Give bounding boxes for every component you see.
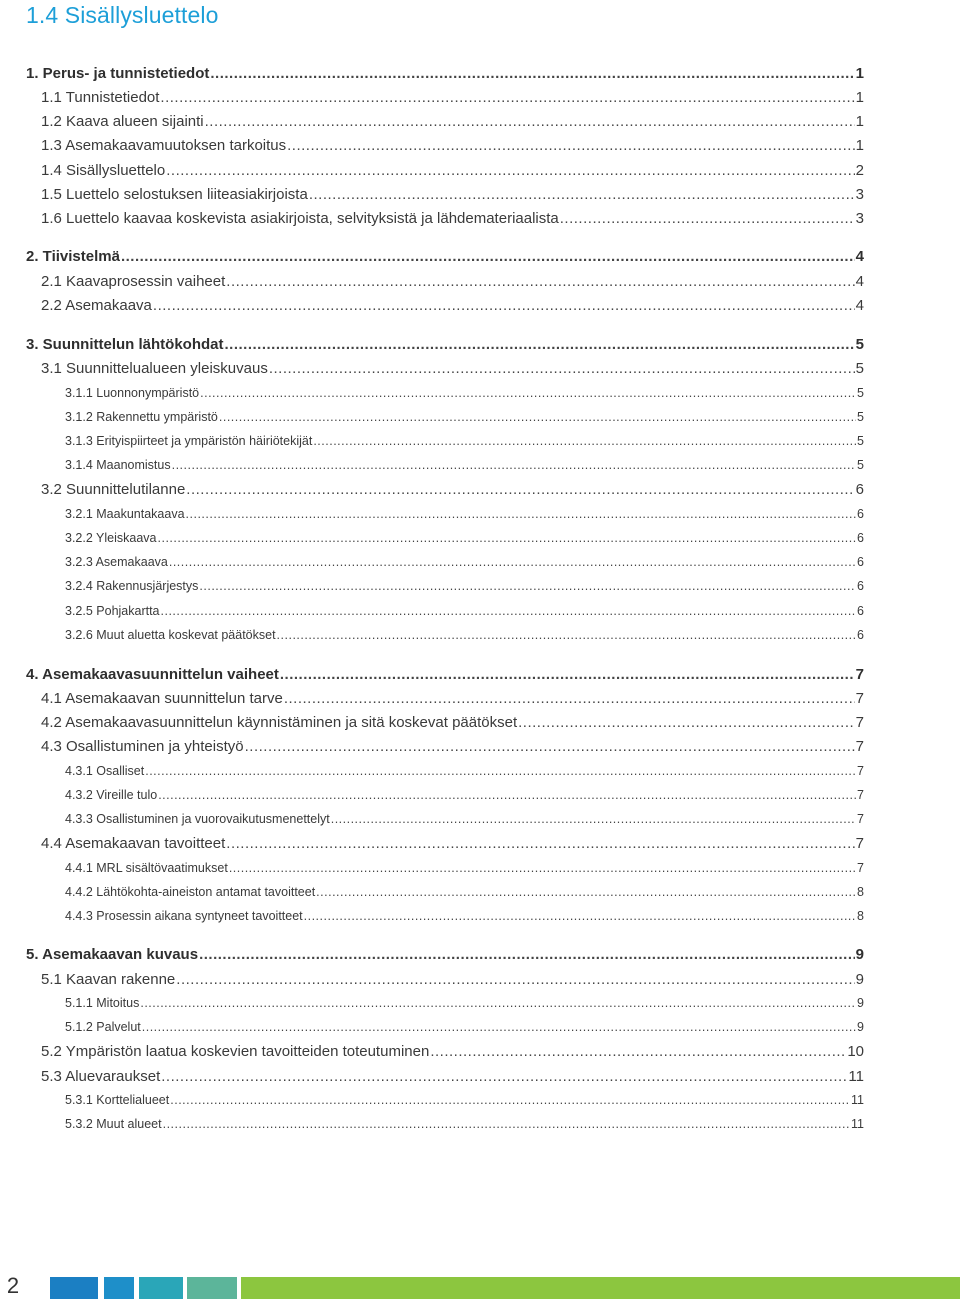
toc-entry-label: 5.3.1 Korttelialueet bbox=[65, 1093, 170, 1108]
toc-leader-dots bbox=[166, 163, 854, 178]
toc-entry-page: 4 bbox=[855, 247, 864, 265]
toc-entry-label: 5.2 Ympäristön laatua koskevien tavoitteiden toteutuminen bbox=[41, 1042, 430, 1060]
toc-entry bbox=[65, 1118, 864, 1131]
toc-leader-dots bbox=[284, 691, 855, 706]
toc-leader-dots bbox=[199, 947, 855, 962]
toc-entry-page: 10 bbox=[847, 1042, 864, 1060]
toc-entry-label: 3.2.6 Muut aluetta koskevat päätökset bbox=[65, 628, 276, 643]
toc-entry-label: 1.6 Luettelo kaavaa koskevista asiakirjoista, selvityksistä ja lähdemateriaalista bbox=[41, 209, 559, 227]
toc-entry bbox=[26, 947, 864, 962]
toc-entry bbox=[41, 90, 864, 105]
toc-leader-dots bbox=[200, 387, 856, 400]
toc-entry bbox=[65, 459, 864, 472]
toc-leader-dots bbox=[331, 813, 856, 826]
toc-entry bbox=[65, 886, 864, 899]
toc-entry-page: 7 bbox=[855, 713, 864, 731]
toc-entry-page: 11 bbox=[851, 1117, 864, 1132]
toc-entry-label: 2.2 Asemakaava bbox=[41, 296, 152, 314]
toc-entry bbox=[65, 1021, 864, 1034]
toc-entry-label: 1. Perus- ja tunnistetiedot bbox=[26, 64, 210, 82]
toc-leader-dots bbox=[226, 836, 854, 851]
toc-entry bbox=[41, 972, 864, 987]
toc-entry bbox=[41, 836, 864, 851]
toc-entry-page: 1 bbox=[855, 88, 864, 106]
toc-entry-page: 5 bbox=[855, 359, 864, 377]
toc-leader-dots bbox=[205, 114, 855, 129]
toc-entry bbox=[65, 508, 864, 521]
toc-entry-page: 6 bbox=[857, 628, 864, 643]
toc-entry-page: 11 bbox=[851, 1093, 864, 1108]
toc-entry bbox=[65, 1094, 864, 1107]
toc-entry-label: 5.3.2 Muut alueet bbox=[65, 1117, 162, 1132]
toc-leader-dots bbox=[161, 1069, 847, 1084]
toc-entry-page: 7 bbox=[857, 764, 864, 779]
toc-leader-dots bbox=[121, 249, 855, 264]
toc-entry bbox=[41, 114, 864, 129]
toc-entry-label: 3.2.3 Asemakaava bbox=[65, 555, 168, 570]
toc-leader-dots bbox=[140, 997, 856, 1010]
toc-entry bbox=[65, 532, 864, 545]
toc-leader-dots bbox=[158, 532, 857, 545]
toc-leader-dots bbox=[158, 789, 856, 802]
toc-entry-label: 4.2 Asemakaavasuunnittelun käynnistäminen ja sitä koskevat päätökset bbox=[41, 713, 518, 731]
toc-leader-dots bbox=[316, 886, 856, 899]
toc-entry-page: 6 bbox=[855, 480, 864, 498]
toc-entry-page: 9 bbox=[857, 1020, 864, 1035]
toc-entry-page: 5 bbox=[857, 410, 864, 425]
toc-entry bbox=[41, 361, 864, 376]
toc-leader-dots bbox=[245, 739, 855, 754]
toc-entry-label: 3.2.2 Yleiskaava bbox=[65, 531, 157, 546]
toc-entry-page: 6 bbox=[857, 604, 864, 619]
toc-leader-dots bbox=[280, 667, 855, 682]
toc-entry bbox=[65, 435, 864, 448]
toc-entry-page: 6 bbox=[857, 531, 864, 546]
toc-entry-label: 1.5 Luettelo selostuksen liiteasiakirjoista bbox=[41, 185, 308, 203]
toc-entry-page: 7 bbox=[855, 665, 864, 683]
footer-color-bar bbox=[50, 1277, 960, 1299]
toc-leader-dots bbox=[219, 411, 856, 424]
toc-entry-label: 5. Asemakaavan kuvaus bbox=[26, 945, 199, 963]
toc-leader-dots bbox=[269, 361, 855, 376]
toc-entry-page: 1 bbox=[855, 64, 864, 82]
toc-entry-page: 3 bbox=[855, 209, 864, 227]
toc-entry-page: 9 bbox=[855, 945, 864, 963]
toc-leader-dots bbox=[304, 910, 856, 923]
toc-entry bbox=[65, 789, 864, 802]
toc-leader-dots bbox=[287, 138, 855, 153]
toc-leader-dots bbox=[560, 211, 855, 226]
toc-entry-page: 7 bbox=[857, 812, 864, 827]
toc-entry bbox=[41, 274, 864, 289]
toc-entry-label: 1.4 Sisällysluettelo bbox=[41, 161, 166, 179]
toc-entry-page: 7 bbox=[855, 834, 864, 852]
toc-entry-label: 3. Suunnittelun lähtökohdat bbox=[26, 335, 224, 353]
toc-entry-label: 2. Tiivistelmä bbox=[26, 247, 120, 265]
toc-entry bbox=[41, 482, 864, 497]
toc-leader-dots bbox=[153, 298, 855, 313]
toc-entry-page: 5 bbox=[857, 458, 864, 473]
toc-entry bbox=[65, 910, 864, 923]
toc-entry-page: 5 bbox=[855, 335, 864, 353]
toc-entry-label: 5.1 Kaavan rakenne bbox=[41, 970, 176, 988]
footer-bar-segment bbox=[104, 1277, 134, 1299]
toc-entry-page: 5 bbox=[857, 386, 864, 401]
toc-leader-dots bbox=[142, 1021, 856, 1034]
toc-entry bbox=[65, 411, 864, 424]
toc-entry bbox=[65, 765, 864, 778]
toc-entry-label: 5.3 Aluevaraukset bbox=[41, 1067, 161, 1085]
toc-entry-page: 8 bbox=[857, 885, 864, 900]
toc-leader-dots bbox=[163, 1118, 850, 1131]
toc-entry bbox=[65, 580, 864, 593]
toc-leader-dots bbox=[145, 765, 856, 778]
toc-leader-dots bbox=[170, 1094, 850, 1107]
toc-entry-page: 8 bbox=[857, 909, 864, 924]
toc-entry bbox=[41, 138, 864, 153]
toc-leader-dots bbox=[210, 66, 854, 81]
toc-leader-dots bbox=[199, 580, 856, 593]
toc-entry-page: 9 bbox=[855, 970, 864, 988]
toc-entry-page: 11 bbox=[848, 1067, 864, 1085]
toc-entry bbox=[65, 605, 864, 618]
toc-entry bbox=[65, 813, 864, 826]
toc-entry-page: 5 bbox=[857, 434, 864, 449]
toc-entry-label: 3.2.5 Pohjakartta bbox=[65, 604, 160, 619]
toc-leader-dots bbox=[313, 435, 856, 448]
toc-leader-dots bbox=[225, 337, 855, 352]
toc-leader-dots bbox=[277, 629, 857, 642]
toc-leader-dots bbox=[226, 274, 854, 289]
toc-entry-label: 4.4 Asemakaavan tavoitteet bbox=[41, 834, 226, 852]
toc-entry-label: 4.3.1 Osalliset bbox=[65, 764, 145, 779]
toc-entry-label: 3.2.1 Maakuntakaava bbox=[65, 507, 185, 522]
toc-entry-label: 4.3.3 Osallistuminen ja vuorovaikutusmenettelyt bbox=[65, 812, 330, 827]
toc-entry bbox=[26, 337, 864, 352]
toc-leader-dots bbox=[176, 972, 854, 987]
toc-entry bbox=[41, 298, 864, 313]
toc-entry-label: 1.3 Asemakaavamuutoksen tarkoitus bbox=[41, 136, 287, 154]
toc-entry-page: 3 bbox=[855, 185, 864, 203]
toc-entry-label: 1.1 Tunnistetiedot bbox=[41, 88, 160, 106]
toc-entry-label: 5.1.2 Palvelut bbox=[65, 1020, 141, 1035]
toc-entry bbox=[65, 997, 864, 1010]
toc-leader-dots bbox=[309, 187, 855, 202]
toc-entry bbox=[65, 629, 864, 642]
toc-entry bbox=[41, 1044, 864, 1059]
toc-entry-label: 3.1.2 Rakennettu ympäristö bbox=[65, 410, 218, 425]
toc-entry-label: 3.1.3 Erityispiirteet ja ympäristön häiriötekijät bbox=[65, 434, 313, 449]
toc-entry bbox=[26, 249, 864, 264]
toc-entry bbox=[41, 739, 864, 754]
toc-entry-label: 3.2 Suunnittelutilanne bbox=[41, 480, 186, 498]
toc-entry-page: 6 bbox=[857, 579, 864, 594]
toc-entry-label: 2.1 Kaavaprosessin vaiheet bbox=[41, 272, 226, 290]
toc-entry bbox=[65, 387, 864, 400]
footer-bar-segment bbox=[139, 1277, 183, 1299]
toc-entry-label: 4.3.2 Vireille tulo bbox=[65, 788, 158, 803]
toc-entry-label: 4.4.3 Prosessin aikana syntyneet tavoitteet bbox=[65, 909, 303, 924]
footer-bar-segment bbox=[50, 1277, 98, 1299]
toc-entry bbox=[65, 556, 864, 569]
toc-entry bbox=[65, 862, 864, 875]
toc-entry bbox=[41, 163, 864, 178]
toc-entry bbox=[41, 691, 864, 706]
toc-entry-page: 9 bbox=[857, 996, 864, 1011]
toc-entry-page: 4 bbox=[855, 272, 864, 290]
footer-bar-segment bbox=[241, 1277, 960, 1299]
toc-leader-dots bbox=[518, 715, 855, 730]
toc-entry-label: 4.4.2 Lähtökohta-aineiston antamat tavoitteet bbox=[65, 885, 316, 900]
toc-entry-page: 7 bbox=[857, 861, 864, 876]
toc-entry bbox=[41, 715, 864, 730]
toc-leader-dots bbox=[169, 556, 856, 569]
toc-entry-page: 1 bbox=[855, 136, 864, 154]
page-title: 1.4 Sisällysluettelo bbox=[26, 2, 219, 28]
toc-entry-page: 2 bbox=[855, 161, 864, 179]
toc-entry-label: 3.1.1 Luonnonympäristö bbox=[65, 386, 200, 401]
toc-leader-dots bbox=[161, 605, 857, 618]
toc-leader-dots bbox=[186, 508, 857, 521]
toc-entry bbox=[26, 66, 864, 81]
toc-entry-label: 1.2 Kaava alueen sijainti bbox=[41, 112, 204, 130]
toc-entry-label: 3.1 Suunnittelualueen yleiskuvaus bbox=[41, 359, 268, 377]
toc-entry-page: 6 bbox=[857, 507, 864, 522]
toc-entry-page: 7 bbox=[857, 788, 864, 803]
toc-entry-label: 3.1.4 Maanomistus bbox=[65, 458, 171, 473]
toc-leader-dots bbox=[229, 862, 856, 875]
toc-entry-label: 4.3 Osallistuminen ja yhteistyö bbox=[41, 737, 244, 755]
toc-leader-dots bbox=[160, 90, 854, 105]
toc-entry bbox=[41, 1069, 864, 1084]
toc-entry-page: 7 bbox=[855, 737, 864, 755]
toc-entry-page: 6 bbox=[857, 555, 864, 570]
toc-entry-label: 4. Asemakaavasuunnittelun vaiheet bbox=[26, 665, 279, 683]
toc-entry bbox=[26, 667, 864, 682]
toc-entry-page: 7 bbox=[855, 689, 864, 707]
footer-bar-segment bbox=[187, 1277, 237, 1299]
toc-entry-label: 4.4.1 MRL sisältövaatimukset bbox=[65, 861, 228, 876]
toc-entry-label: 5.1.1 Mitoitus bbox=[65, 996, 140, 1011]
toc-entry bbox=[41, 187, 864, 202]
toc-leader-dots bbox=[172, 459, 856, 472]
toc-entry-page: 4 bbox=[855, 296, 864, 314]
toc-entry-page: 1 bbox=[855, 112, 864, 130]
toc-leader-dots bbox=[430, 1044, 846, 1059]
toc-entry bbox=[41, 211, 864, 226]
toc-entry-label: 4.1 Asemakaavan suunnittelun tarve bbox=[41, 689, 283, 707]
toc-leader-dots bbox=[186, 482, 854, 497]
page-number: 2 bbox=[6, 1273, 20, 1298]
toc-entry-label: 3.2.4 Rakennusjärjestys bbox=[65, 579, 199, 594]
